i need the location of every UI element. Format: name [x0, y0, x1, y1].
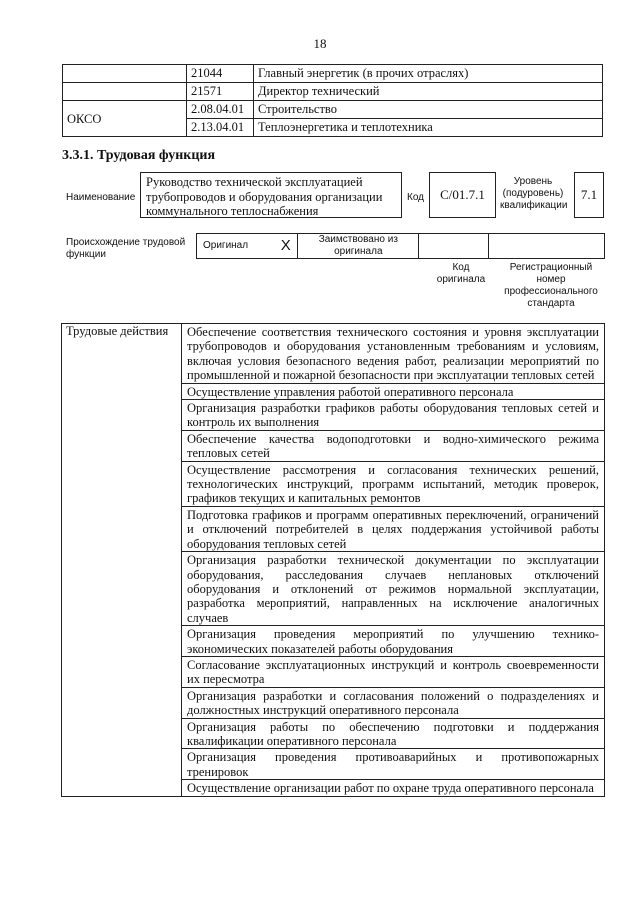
- page-number: 18: [313, 36, 327, 51]
- labor-action-item: Организация проведения мероприятий по улучшению технико-экономических показателей работы оборудования: [182, 626, 605, 657]
- origin-code-caption: Код оригинала: [436, 262, 486, 285]
- labor-action-item: Организация проведения противоаварийных и противопожарных тренировок: [182, 749, 605, 780]
- labor-action-item: Организация разработки технической документации по эксплуатации оборудования, расследования случаев неплановых отключений оборудования и отклонений от режимов нормальной эксплуатации, разработка мероприятий, направленных на исключение аналогичных случаев: [182, 552, 605, 626]
- labor-action-item: Организация разработки и согласования положений о подразделениях и должностных инструкций оперативного персонала: [182, 687, 605, 718]
- level-label: Уровень (подуровень) квалификации: [500, 176, 568, 211]
- table-row: [63, 83, 603, 101]
- labor-actions-table: [61, 323, 605, 797]
- code-cell: 21044: [187, 65, 254, 83]
- okso-group-label: ОКСО: [63, 101, 187, 137]
- name-cell: Директор технический: [254, 83, 603, 101]
- table-row: [197, 234, 605, 259]
- labor-action-item: Подготовка графиков и программ оперативных переключений, ограничений и отключений потребителей в целях поддержания устойчивой работы оборудования тепловых сетей: [182, 506, 605, 551]
- table-cell: [63, 83, 187, 101]
- table-cell: [63, 65, 187, 83]
- labor-actions-label: Трудовые действия: [62, 324, 182, 797]
- labor-action-item: Обеспечение качества водоподготовки и водно-химического режима тепловых сетей: [182, 430, 605, 461]
- code-cell: 2.13.04.01: [187, 119, 254, 137]
- labor-action-item: Осуществление рассмотрения и согласования технических решений, технологических инструкций, программ испытаний, методик проверок, графиков текущих и капитальных ремонтов: [182, 461, 605, 506]
- function-code: C/01.7.1: [429, 172, 496, 218]
- name-cell: Теплоэнергетика и теплотехника: [254, 119, 603, 137]
- table-row: [63, 101, 603, 119]
- origin-borrowed-label: Заимствовано из оригинала: [298, 234, 419, 259]
- name-cell: Строительство: [254, 101, 603, 119]
- labor-action-item: Организация разработки графиков работы оборудования тепловых сетей и контроль их выполнения: [182, 400, 605, 431]
- origin-original-mark: X: [274, 234, 298, 259]
- labor-action-item: Осуществление организации работ по охране труда оперативного персонала: [182, 780, 605, 796]
- labor-action-item: Согласование эксплуатационных инструкций и контроль своевременности их пересмотра: [182, 656, 605, 687]
- origin-code-cell: [419, 234, 488, 259]
- name-label: Наименование: [66, 192, 136, 203]
- origin-reg-caption: Регистрационный номер профессионального стандарта: [504, 262, 598, 309]
- table-row: [62, 324, 605, 384]
- name-cell: Главный энергетик (в прочих отраслях): [254, 65, 603, 83]
- okso-table: [62, 64, 603, 137]
- function-name: Руководство технической эксплуатацией трубопроводов и оборудования организации коммунального теплоснабжения: [140, 172, 402, 218]
- origin-table: [196, 233, 605, 259]
- origin-original-label: Оригинал: [197, 234, 274, 259]
- origin-reg-cell: [488, 234, 604, 259]
- labor-action-item: Осуществление управления работой оперативного персонала: [182, 383, 605, 399]
- table-row: [63, 65, 603, 83]
- labor-action-item: Обеспечение соответствия технического состояния и уровня эксплуатации трубопроводов и оборудования установленным требованиям и условиям, включая условия безопасного ведения работ, реализации мероприятий по промышленной и пожарной безопасности при эксплуатации тепловых сетей: [182, 324, 605, 384]
- code-cell: 2.08.04.01: [187, 101, 254, 119]
- section-title: 3.3.1. Трудовая функция: [62, 148, 216, 163]
- code-cell: 21571: [187, 83, 254, 101]
- labor-action-item: Организация работы по обеспечению подготовки и поддержания квалификации оперативного персонала: [182, 718, 605, 749]
- code-label: Код: [407, 192, 425, 203]
- origin-label: Происхождение трудовой функции: [66, 237, 186, 260]
- qualification-level: 7.1: [574, 172, 604, 218]
